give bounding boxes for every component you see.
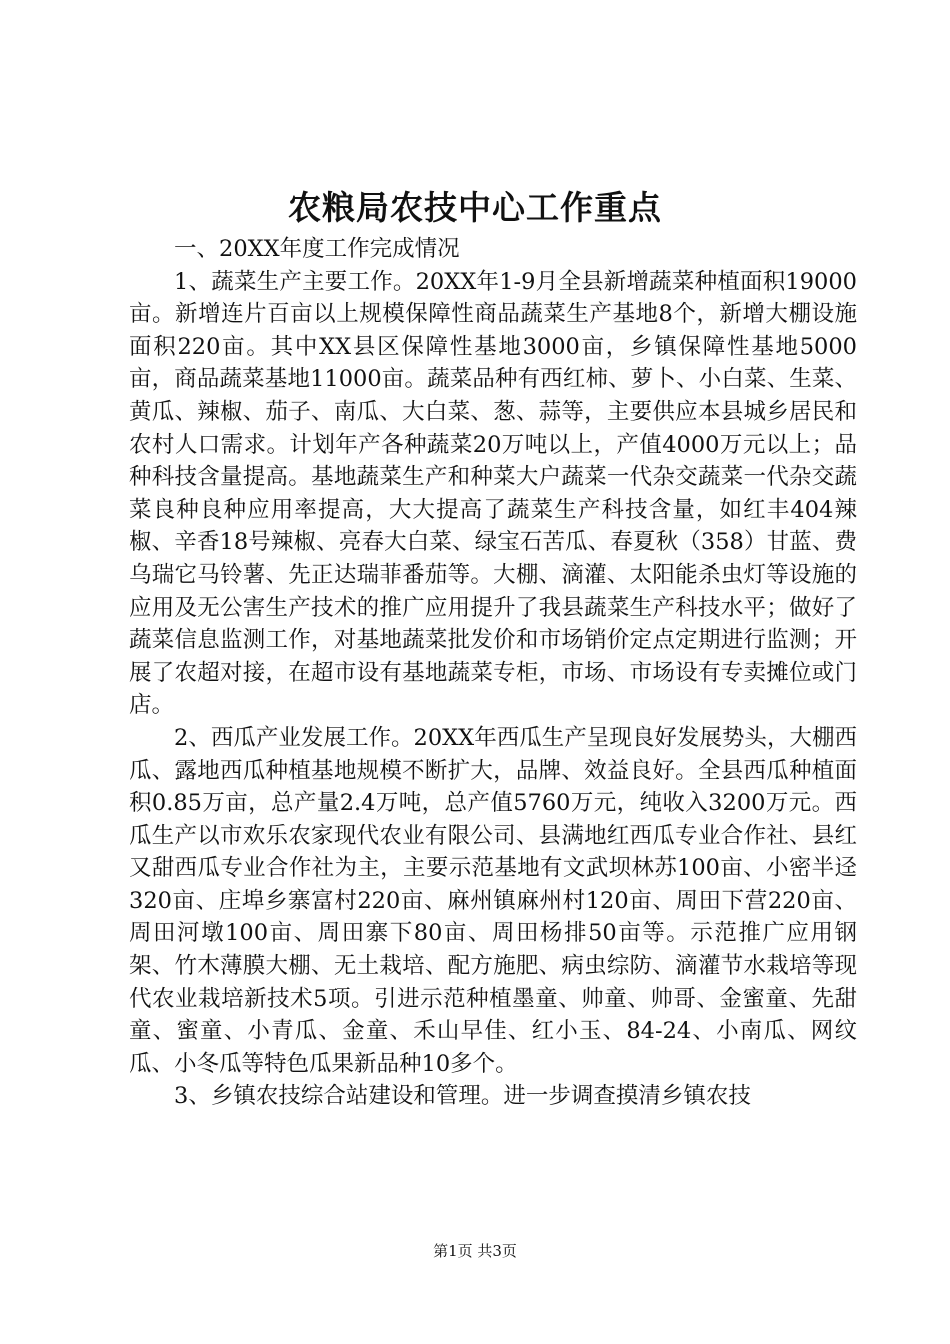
paragraph-watermelon-industry: 2、西瓜产业发展工作。20XX年西瓜生产呈现良好发展势头，大棚西瓜、露地西瓜种植基地规模不断扩大，品牌、效益良好。全县西瓜种植面积0.85万亩，总产量2.4万吨，总产值5760万元，纯收入3200万元。西瓜生产以市欢乐农家现代农业有限公司、县满地红西瓜专业合作社、县红又甜西瓜专业合作社为主，主要示范基地有文武坝林苏100亩、小密半迳320亩、庄埠乡寨富村220亩、麻州镇麻州村120亩、周田下营220亩、周田河墩100亩、周田寨下80亩、周田杨排50亩等。示范推广应用钢架、竹木薄膜大棚、无土栽培、配方施肥、病虫综防、滴灌节水栽培等现代农业栽培新技术5项。引进示范种植墨童、帅童、帅哥、金蜜童、先甜童、蜜童、小青瓜、金童、禾山早佳、红小玉、84-24、小南瓜、网纹瓜、小冬瓜等特色瓜果新品种10多个。 bbox=[129, 724, 857, 1077]
section-heading: 一、20XX年度工作完成情况 bbox=[174, 236, 460, 262]
document-body bbox=[129, 233, 857, 1113]
paragraph-vegetable-production: 1、蔬菜生产主要工作。20XX年1-9月全县新增蔬菜种植面积19000亩。新增连片百亩以上规模保障性商品蔬菜生产基地8个，新增大棚设施面积220亩。其中XX县区保障性基地3000亩，乡镇保障性基地5000亩，商品蔬菜基地11000亩。蔬菜品种有西红柿、萝卜、小白菜、生菜、黄瓜、辣椒、茄子、南瓜、大白菜、葱、蒜等，主要供应本县城乡居民和农村人口需求。计划年产各种蔬菜20万吨以上，产值4000万元以上；品种科技含量提高。基地蔬菜生产和种菜大户蔬菜一代杂交蔬菜一代杂交蔬菜良种良种应用率提高，大大提高了蔬菜生产科技含量，如红丰404辣椒、辛香18号辣椒、亮春大白菜、绿宝石苦瓜、春夏秋（358）甘蓝、费乌瑞它马铃薯、先正达瑞菲番茄等。大棚、滴灌、太阳能杀虫灯等设施的应用及无公害生产技术的推广应用提升了我县蔬菜生产科技水平；做好了蔬菜信息监测工作，对基地蔬菜批发价和市场销价定点定期进行监测；开展了农超对接，在超市设有基地蔬菜专柜，市场、市场设有专卖摊位或门店。 bbox=[129, 268, 857, 719]
paragraph-township-stations: 3、乡镇农技综合站建设和管理。进一步调查摸清乡镇农技 bbox=[174, 1083, 751, 1110]
document-title: 农粮局农技中心工作重点 bbox=[288, 188, 662, 227]
page-footer: 第1页 共3页 bbox=[433, 1242, 517, 1260]
